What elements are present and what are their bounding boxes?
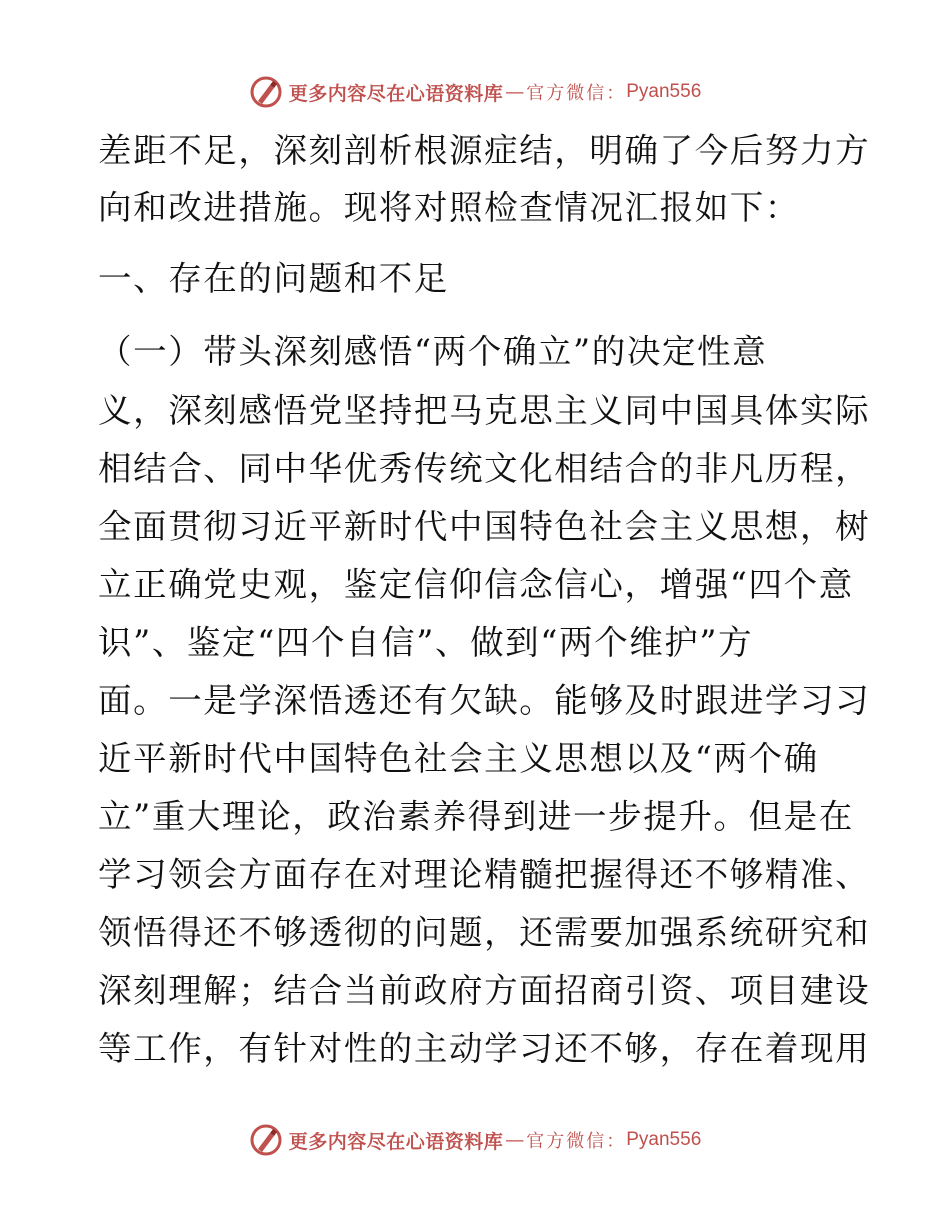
text-line: 深刻理解；结合当前政府方面招商引资、项目建设 xyxy=(98,971,871,1010)
banner-title: 更多内容尽在心语资料库 xyxy=(288,82,504,105)
text-line: 识”、鉴定“四个自信”、做到“两个维护”方 xyxy=(98,623,754,662)
banner-dash: — xyxy=(505,1129,525,1151)
text-line: 面。一是学深悟透还有欠缺。能够及时跟进学习习 xyxy=(98,681,871,720)
text-line: 相结合、同中华优秀传统文化相结合的非凡历程， xyxy=(98,449,871,488)
text-line: 向和改进措施。现将对照检查情况汇报如下： xyxy=(98,188,800,227)
text-line: 立”重大理论，政治素养得到进一步提升。但是在 xyxy=(98,797,854,836)
section-heading: 一、存在的问题和不足 xyxy=(98,259,449,298)
text-line: 差距不足，深刻剖析根源症结，明确了今后努力方 xyxy=(98,131,871,170)
text-line: 立正确党史观，鉴定信仰信念信心，增强“四个意 xyxy=(98,565,854,604)
banner-wechat-label: 官方微信： xyxy=(526,83,627,104)
subsection-heading: （一）带头深刻感悟“两个确立”的决定性意 xyxy=(98,332,768,371)
text-line: 近平新时代中国特色社会主义思想以及“两个确 xyxy=(98,739,819,778)
banner-wechat-label: 官方微信： xyxy=(526,1131,627,1152)
text-line: 等工作，有针对性的主动学习还不够，存在着现用 xyxy=(98,1029,871,1068)
text-line: 义，深刻感悟党坚持把马克思主义同中国具体实际 xyxy=(98,391,871,430)
footer-watermark xyxy=(0,1120,950,1160)
text-line: 学习领会方面存在对理论精髓把握得还不够精准、 xyxy=(98,855,871,894)
text-line: 全面贯彻习近平新时代中国特色社会主义思想，树 xyxy=(98,507,871,546)
header-watermark xyxy=(0,72,950,112)
banner-wechat-id: Pyan556 xyxy=(626,1129,702,1150)
pen-logo-icon xyxy=(249,1123,283,1157)
banner-title: 更多内容尽在心语资料库 xyxy=(288,1130,504,1153)
banner-wechat-id: Pyan556 xyxy=(626,81,702,102)
text-line: 领悟得还不够透彻的问题，还需要加强系统研究和 xyxy=(98,913,871,952)
pen-logo-icon xyxy=(249,75,283,109)
banner-dash: — xyxy=(505,81,525,103)
